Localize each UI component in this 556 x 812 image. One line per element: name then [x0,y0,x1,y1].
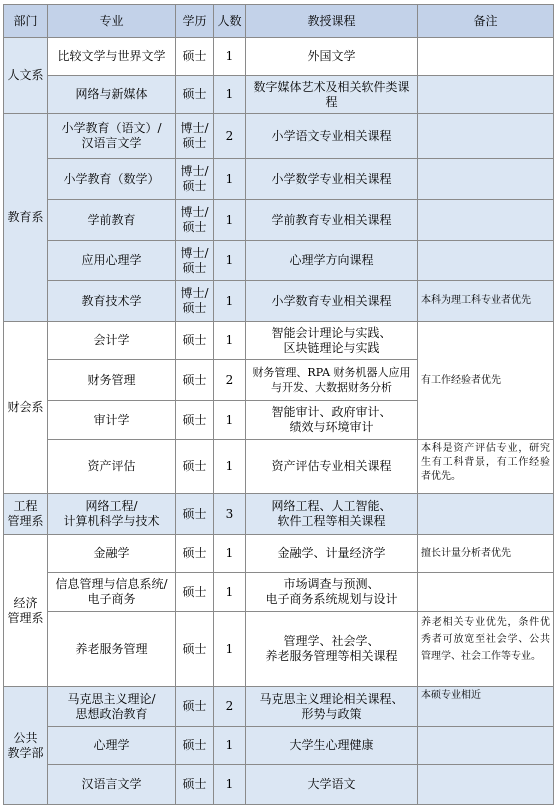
table-row [4,727,554,765]
table-row [4,573,554,612]
major-cell: 小学教育（数学） [48,159,176,200]
note-cell: 有工作经验者优先 [418,322,554,440]
header-count: 人数 [214,5,246,38]
course-cell: 小学语文专业相关课程 [246,114,418,159]
course-cell: 小学数育专业相关课程 [246,281,418,322]
degree-cell: 博士/ 硕士 [176,241,214,281]
degree-cell: 硕士 [176,440,214,494]
major-cell: 马克思主义理论/ 思想政治教育 [48,687,176,727]
degree-cell: 博士/ 硕士 [176,114,214,159]
table-row [4,76,554,114]
course-cell: 大学语文 [246,765,418,805]
table-row [4,765,554,805]
note-cell [418,573,554,612]
degree-cell: 硕士 [176,687,214,727]
degree-cell: 硕士 [176,765,214,805]
course-cell: 市场调查与预测、 电子商务系统规划与设计 [246,573,418,612]
header-course: 教授课程 [246,5,418,38]
dept-cell: 财会系 [4,322,48,494]
course-cell: 数字媒体艺术及相关软件类课程 [246,76,418,114]
count-cell: 1 [214,440,246,494]
major-cell: 应用心理学 [48,241,176,281]
major-cell: 养老服务管理 [48,612,176,687]
header-major: 专业 [48,5,176,38]
note-cell: 本科是资产评估专业，研究生有工科背景，有工作经验者优先。 [418,440,554,494]
course-cell: 大学生心理健康 [246,727,418,765]
degree-cell: 硕士 [176,612,214,687]
table-row [4,281,554,322]
major-cell: 审计学 [48,401,176,440]
degree-cell: 硕士 [176,38,214,76]
note-cell [418,76,554,114]
major-cell: 小学教育（语文）/ 汉语言文学 [48,114,176,159]
course-cell: 资产评估专业相关课程 [246,440,418,494]
dept-cell: 经济 管理系 [4,535,48,687]
major-cell: 信息管理与信息系统/ 电子商务 [48,573,176,612]
degree-cell: 硕士 [176,401,214,440]
major-cell: 网络工程/ 计算机科学与技术 [48,494,176,535]
table-row [4,612,554,687]
note-cell: 本硕专业相近 [418,687,554,727]
dept-cell: 教育系 [4,114,48,322]
course-cell: 管理学、社会学、 养老服务管理等相关课程 [246,612,418,687]
major-cell: 网络与新媒体 [48,76,176,114]
note-cell [418,159,554,200]
course-cell: 智能审计、政府审计、 绩效与环境审计 [246,401,418,440]
degree-cell: 博士/ 硕士 [176,200,214,241]
degree-cell: 硕士 [176,322,214,360]
note-cell [418,494,554,535]
count-cell: 2 [214,687,246,727]
note-cell [418,114,554,159]
table-row [4,200,554,241]
header-degree: 学历 [176,5,214,38]
count-cell: 1 [214,322,246,360]
table-row [4,38,554,76]
course-cell: 智能会计理论与实践、 区块链理论与实践 [246,322,418,360]
note-cell [418,200,554,241]
count-cell: 1 [214,401,246,440]
count-cell: 1 [214,281,246,322]
degree-cell: 硕士 [176,535,214,573]
count-cell: 1 [214,535,246,573]
degree-cell: 博士/ 硕士 [176,281,214,322]
count-cell: 1 [214,727,246,765]
course-cell: 学前教育专业相关课程 [246,200,418,241]
note-cell: 擅长计量分析者优先 [418,535,554,573]
major-cell: 资产评估 [48,440,176,494]
table-row [4,159,554,200]
course-cell: 小学数学专业相关课程 [246,159,418,200]
note-cell [418,765,554,805]
degree-cell: 硕士 [176,727,214,765]
course-cell: 金融学、计量经济学 [246,535,418,573]
table-row [4,535,554,573]
table-row [4,241,554,281]
note-cell: 本科为理工科专业者优先 [418,281,554,322]
dept-cell: 人文系 [4,38,48,114]
header-note: 备注 [418,5,554,38]
degree-cell: 硕士 [176,573,214,612]
count-cell: 1 [214,241,246,281]
major-cell: 财务管理 [48,360,176,401]
degree-cell: 硕士 [176,76,214,114]
table-row [4,494,554,535]
degree-cell: 硕士 [176,494,214,535]
major-cell: 学前教育 [48,200,176,241]
count-cell: 1 [214,612,246,687]
table-row [4,114,554,159]
course-cell: 网络工程、人工智能、 软件工程等相关课程 [246,494,418,535]
table-row [4,322,554,360]
recruitment-table [3,4,554,805]
header-row [4,5,554,38]
note-cell [418,727,554,765]
count-cell: 1 [214,76,246,114]
table-row [4,440,554,494]
count-cell: 1 [214,573,246,612]
major-cell: 汉语言文学 [48,765,176,805]
major-cell: 金融学 [48,535,176,573]
count-cell: 1 [214,38,246,76]
count-cell: 3 [214,494,246,535]
count-cell: 2 [214,114,246,159]
dept-cell: 公共 教学部 [4,687,48,805]
count-cell: 1 [214,765,246,805]
count-cell: 2 [214,360,246,401]
table-row [4,687,554,727]
note-cell: 养老相关专业优先，条件优秀者可放宽至社会学、公共管理学、社会工作等专业。 [418,612,554,687]
course-cell: 财务管理、RPA 财务机器人应用 与开发、大数据财务分析 [246,360,418,401]
degree-cell: 博士/ 硕士 [176,159,214,200]
course-cell: 外国文学 [246,38,418,76]
course-cell: 心理学方向课程 [246,241,418,281]
course-cell: 马克思主义理论相关课程、 形势与政策 [246,687,418,727]
count-cell: 1 [214,200,246,241]
major-cell: 会计学 [48,322,176,360]
count-cell: 1 [214,159,246,200]
header-dept: 部门 [4,5,48,38]
major-cell: 比较文学与世界文学 [48,38,176,76]
note-cell [418,38,554,76]
note-cell [418,241,554,281]
dept-cell: 工程 管理系 [4,494,48,535]
major-cell: 教育技术学 [48,281,176,322]
degree-cell: 硕士 [176,360,214,401]
major-cell: 心理学 [48,727,176,765]
